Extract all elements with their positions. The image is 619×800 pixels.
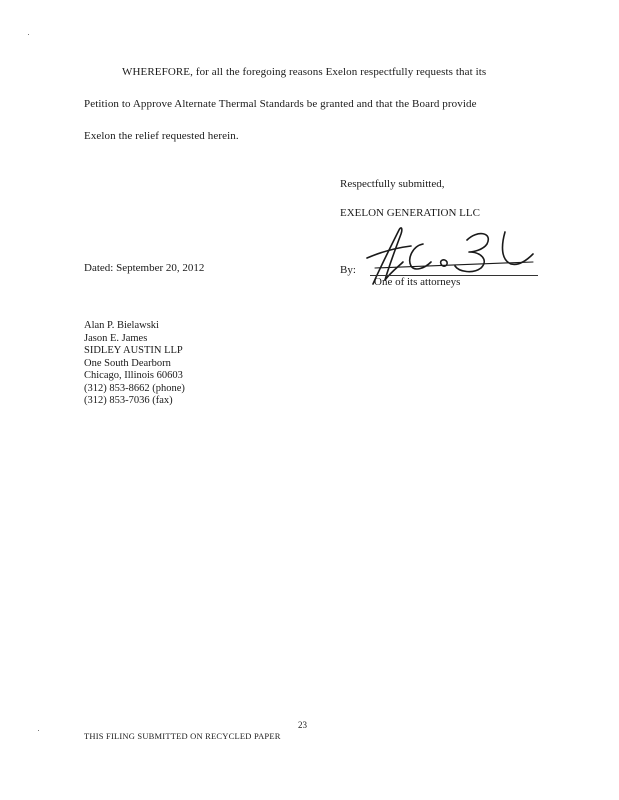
page-number: 23 (298, 720, 307, 730)
address-line: Alan P. Bielawski (84, 320, 159, 331)
address-line: SIDLEY AUSTIN LLP (84, 345, 183, 356)
address-line: (312) 853-8662 (phone) (84, 382, 185, 394)
scan-speck (38, 730, 39, 731)
scan-speck (28, 34, 29, 35)
address-line: Chicago, Illinois 60603 (84, 370, 183, 381)
by-label: By: (340, 264, 356, 276)
attorney-address-block (84, 320, 185, 408)
company-name: EXELON GENERATION LLC (340, 207, 480, 219)
paragraph-line-3: Exelon the relief requested herein. (84, 130, 239, 142)
address-line: One South Dearborn (84, 357, 171, 369)
paragraph-line-1: WHEREFORE, for all the foregoing reasons Exelon respectfully requests that its (122, 66, 487, 78)
signature-caption: One of its attorneys (374, 276, 461, 288)
address-line: (312) 853-7036 (fax) (84, 395, 173, 406)
closing-text: Respectfully submitted, (340, 178, 445, 190)
dated-line: Dated: September 20, 2012 (84, 262, 205, 274)
paragraph-line-2: Petition to Approve Alternate Thermal Standards be granted and that the Board provide (84, 98, 477, 110)
recycled-paper-footer: THIS FILING SUBMITTED ON RECYCLED PAPER (84, 731, 281, 741)
address-line: Jason E. James (84, 332, 148, 344)
